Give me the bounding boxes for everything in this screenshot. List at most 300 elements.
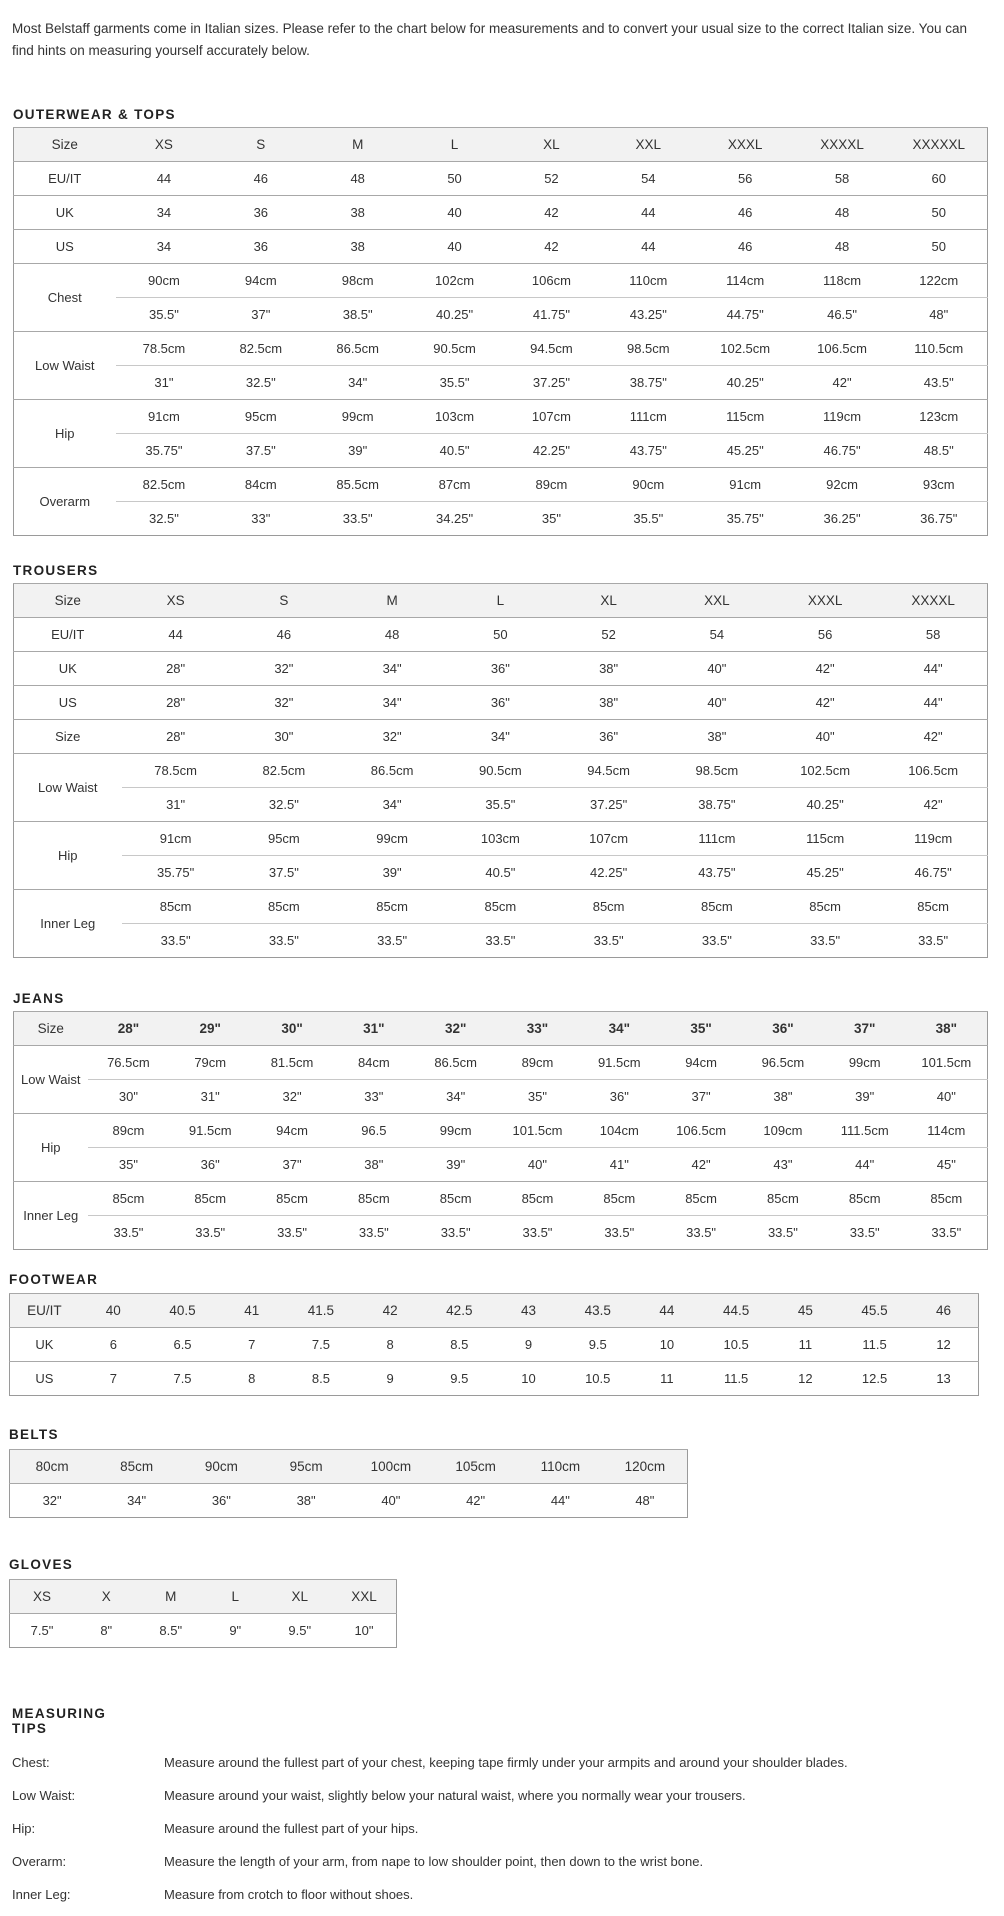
- conversion-row: [14, 230, 988, 264]
- tip-text: Measure around your waist, slightly below your natural waist, where you normally wear your trousers.: [164, 1788, 746, 1803]
- table-cell: 43.5": [891, 366, 988, 400]
- table-cell: 34: [116, 196, 213, 230]
- table-cell: 33.5": [824, 1216, 906, 1250]
- table-cell: 32": [251, 1080, 333, 1114]
- table-cell: 85cm: [742, 1182, 824, 1216]
- row-label: UK: [14, 652, 122, 686]
- table-cell: 96.5: [333, 1114, 415, 1148]
- table-cell: 110.5cm: [891, 332, 988, 366]
- table-cell: 36": [555, 720, 663, 754]
- table-cell: 12: [771, 1362, 840, 1396]
- table-cell: 34": [338, 686, 446, 720]
- table-cell: 42": [660, 1148, 742, 1182]
- table-cell: 44: [122, 618, 230, 652]
- table-cell: 93cm: [891, 468, 988, 502]
- table-cell: 60: [891, 162, 988, 196]
- table-cell: 81.5cm: [251, 1046, 333, 1080]
- gloves-table: [9, 1579, 397, 1648]
- table-cell: 35.75": [697, 502, 794, 536]
- table-cell: 85cm: [497, 1182, 579, 1216]
- table-cell: 33.5": [251, 1216, 333, 1250]
- table-cell: 98.5cm: [663, 754, 771, 788]
- table-cell: 40": [349, 1484, 434, 1518]
- table-cell: 7.5: [148, 1362, 217, 1396]
- table-cell: 44.75": [697, 298, 794, 332]
- table-cell: 42: [503, 196, 600, 230]
- table-cell: 101.5cm: [497, 1114, 579, 1148]
- table-cell: 82.5cm: [230, 754, 338, 788]
- table-cell: 99cm: [309, 400, 406, 434]
- intro-text: Most Belstaff garments come in Italian sizes. Please refer to the chart below for measurements and to convert your usual size to the correct Italian size. You can find hints on measuring yourself accurately below.: [12, 21, 967, 58]
- table-cell: 31": [116, 366, 213, 400]
- trousers-title: TROUSERS: [13, 563, 99, 578]
- tip-label: Overarm:: [12, 1854, 67, 1869]
- table-cell: 85cm: [555, 890, 663, 924]
- table-cell: 12.5: [840, 1362, 909, 1396]
- table-cell: XXL: [332, 1580, 397, 1614]
- table-cell: 90.5cm: [406, 332, 503, 366]
- conversion-row: [14, 196, 988, 230]
- table-cell: 85cm: [879, 890, 987, 924]
- table-cell: 40": [906, 1080, 988, 1114]
- measure-row-inches: [14, 1148, 988, 1182]
- row-label: EU/IT: [14, 162, 116, 196]
- tip-label: Low Waist:: [12, 1788, 76, 1803]
- table-cell: 90cm: [179, 1450, 264, 1484]
- table-cell: 102.5cm: [697, 332, 794, 366]
- size-header-cell: M: [338, 584, 446, 618]
- size-header-cell: XXXL: [771, 584, 879, 618]
- measure-row-cm: [14, 400, 988, 434]
- jeans-table: [13, 1011, 988, 1250]
- gloves-row: [10, 1614, 397, 1648]
- table-cell: 37.5": [212, 434, 309, 468]
- measure-label: Inner Leg: [14, 1182, 88, 1250]
- table-cell: 11: [771, 1328, 840, 1362]
- table-cell: 48: [794, 196, 891, 230]
- table-cell: 38": [555, 652, 663, 686]
- table-cell: 40: [79, 1294, 148, 1328]
- table-cell: 32": [10, 1484, 95, 1518]
- table-cell: 36": [446, 686, 554, 720]
- size-header-cell: XXXXL: [794, 128, 891, 162]
- table-cell: 58: [879, 618, 987, 652]
- table-cell: 34": [94, 1484, 179, 1518]
- table-cell: 32.5": [212, 366, 309, 400]
- table-cell: 43.5: [563, 1294, 632, 1328]
- table-cell: 89cm: [503, 468, 600, 502]
- table-cell: 104cm: [578, 1114, 660, 1148]
- table-cell: 95cm: [212, 400, 309, 434]
- table-cell: 35.75": [116, 434, 213, 468]
- table-cell: 33.5": [879, 924, 987, 958]
- table-cell: 8": [74, 1614, 139, 1648]
- table-cell: 35": [503, 502, 600, 536]
- table-cell: L: [203, 1580, 268, 1614]
- table-cell: 56: [697, 162, 794, 196]
- jeans-title: JEANS: [13, 991, 65, 1006]
- table-cell: 119cm: [879, 822, 987, 856]
- table-cell: 36: [212, 196, 309, 230]
- table-cell: 78.5cm: [122, 754, 230, 788]
- table-cell: 8: [217, 1362, 286, 1396]
- table-cell: 43": [742, 1148, 824, 1182]
- table-cell: 34": [338, 788, 446, 822]
- table-cell: 10": [332, 1614, 397, 1648]
- table-cell: 35.75": [122, 856, 230, 890]
- measure-label: Hip: [14, 1114, 88, 1182]
- tip-label: Chest:: [12, 1755, 50, 1770]
- table-cell: 40.25": [406, 298, 503, 332]
- table-cell: 42: [503, 230, 600, 264]
- table-cell: 90.5cm: [446, 754, 554, 788]
- table-cell: 34.25": [406, 502, 503, 536]
- table-cell: 44: [632, 1294, 701, 1328]
- tip-text: Measure around the fullest part of your hips.: [164, 1821, 419, 1836]
- table-cell: 46.75": [794, 434, 891, 468]
- size-header-cell: L: [446, 584, 554, 618]
- size-header-cell: 32": [415, 1012, 497, 1046]
- table-cell: 85cm: [824, 1182, 906, 1216]
- table-cell: 11.5: [840, 1328, 909, 1362]
- table-cell: 33.5": [771, 924, 879, 958]
- table-cell: 39": [309, 434, 406, 468]
- table-cell: 9: [356, 1362, 425, 1396]
- outerwear-title: OUTERWEAR & TOPS: [13, 107, 176, 122]
- gloves-row: [10, 1580, 397, 1614]
- header-row: [14, 128, 988, 162]
- table-cell: 37": [251, 1148, 333, 1182]
- table-cell: 94cm: [212, 264, 309, 298]
- table-cell: 31": [122, 788, 230, 822]
- table-cell: 84cm: [212, 468, 309, 502]
- table-cell: 7: [79, 1362, 148, 1396]
- table-cell: 8.5: [425, 1328, 494, 1362]
- table-cell: 50: [446, 618, 554, 652]
- table-cell: 118cm: [794, 264, 891, 298]
- table-cell: 37.5": [230, 856, 338, 890]
- table-cell: 46.5": [794, 298, 891, 332]
- table-cell: 58: [794, 162, 891, 196]
- table-cell: 42.25": [503, 434, 600, 468]
- table-cell: 91cm: [697, 468, 794, 502]
- table-cell: 48.5": [891, 434, 988, 468]
- table-cell: 33.5": [338, 924, 446, 958]
- size-header-cell: XXXXL: [879, 584, 987, 618]
- measuring-tips: [12, 1706, 972, 1911]
- table-cell: 33.5": [230, 924, 338, 958]
- table-cell: 33.5": [122, 924, 230, 958]
- table-cell: 99cm: [338, 822, 446, 856]
- table-cell: 34: [116, 230, 213, 264]
- measure-row-inches: [14, 788, 988, 822]
- measure-label: Inner Leg: [14, 890, 122, 958]
- table-cell: 85cm: [578, 1182, 660, 1216]
- table-cell: 41.5: [286, 1294, 355, 1328]
- size-header-cell: XL: [503, 128, 600, 162]
- table-cell: 42": [771, 652, 879, 686]
- table-cell: 9.5: [425, 1362, 494, 1396]
- table-cell: 85cm: [333, 1182, 415, 1216]
- row-label: UK: [10, 1328, 79, 1362]
- table-cell: 36: [212, 230, 309, 264]
- table-cell: 8.5: [286, 1362, 355, 1396]
- table-cell: 86.5cm: [338, 754, 446, 788]
- table-cell: 85cm: [94, 1450, 179, 1484]
- table-cell: 7.5": [10, 1614, 75, 1648]
- table-cell: 90cm: [116, 264, 213, 298]
- table-cell: 8.5": [139, 1614, 204, 1648]
- table-cell: 38": [333, 1148, 415, 1182]
- measure-label: Hip: [14, 822, 122, 890]
- size-header-cell: 34": [578, 1012, 660, 1046]
- table-cell: 6.5: [148, 1328, 217, 1362]
- table-cell: 34": [446, 720, 554, 754]
- table-cell: 33.5": [415, 1216, 497, 1250]
- footwear-row: [10, 1328, 979, 1362]
- measure-label: Overarm: [14, 468, 116, 536]
- table-cell: 37.25": [503, 366, 600, 400]
- table-cell: 9.5: [563, 1328, 632, 1362]
- table-cell: 48": [891, 298, 988, 332]
- table-cell: 11.5: [702, 1362, 771, 1396]
- table-cell: 33.5": [446, 924, 554, 958]
- table-cell: 36.25": [794, 502, 891, 536]
- table-cell: 38": [264, 1484, 349, 1518]
- table-cell: 106.5cm: [879, 754, 987, 788]
- table-cell: 54: [663, 618, 771, 652]
- table-cell: 7: [217, 1328, 286, 1362]
- table-cell: 35": [88, 1148, 170, 1182]
- table-cell: 40.5": [406, 434, 503, 468]
- table-cell: 34": [309, 366, 406, 400]
- table-cell: 105cm: [433, 1450, 518, 1484]
- table-cell: 85cm: [906, 1182, 988, 1216]
- size-header-cell: 36": [742, 1012, 824, 1046]
- table-cell: 28": [122, 652, 230, 686]
- table-cell: 43.75": [600, 434, 697, 468]
- size-header-cell: 37": [824, 1012, 906, 1046]
- table-cell: 10: [494, 1362, 563, 1396]
- table-cell: 30": [88, 1080, 170, 1114]
- table-cell: 33.5": [333, 1216, 415, 1250]
- table-cell: 40: [406, 196, 503, 230]
- table-cell: 40.25": [697, 366, 794, 400]
- table-cell: 37": [212, 298, 309, 332]
- measure-label: Low Waist: [14, 754, 122, 822]
- header-row: [14, 1012, 988, 1046]
- table-cell: 106.5cm: [660, 1114, 742, 1148]
- size-header-cell: S: [212, 128, 309, 162]
- table-cell: 106.5cm: [794, 332, 891, 366]
- table-cell: 46.75": [879, 856, 987, 890]
- table-cell: 43.75": [663, 856, 771, 890]
- table-cell: 38": [555, 686, 663, 720]
- table-cell: 85.5cm: [309, 468, 406, 502]
- table-cell: 92cm: [794, 468, 891, 502]
- table-cell: 44: [600, 230, 697, 264]
- table-cell: 32.5": [230, 788, 338, 822]
- table-cell: 44": [518, 1484, 603, 1518]
- table-cell: 44": [879, 686, 987, 720]
- table-cell: 43: [494, 1294, 563, 1328]
- size-header-cell: XL: [555, 584, 663, 618]
- table-cell: 44": [879, 652, 987, 686]
- measure-row-cm: [14, 754, 988, 788]
- measure-row-cm: [14, 890, 988, 924]
- measure-row-cm: [14, 822, 988, 856]
- table-cell: 28": [122, 720, 230, 754]
- table-cell: 35.5": [406, 366, 503, 400]
- table-cell: 32": [230, 652, 338, 686]
- table-cell: 32": [338, 720, 446, 754]
- table-cell: 48": [603, 1484, 688, 1518]
- table-cell: 9": [203, 1614, 268, 1648]
- table-cell: 85cm: [446, 890, 554, 924]
- conversion-row: [14, 618, 988, 652]
- table-cell: 9: [494, 1328, 563, 1362]
- table-cell: 6: [79, 1328, 148, 1362]
- table-cell: 48: [338, 618, 446, 652]
- table-cell: 52: [503, 162, 600, 196]
- table-cell: 40.5": [446, 856, 554, 890]
- size-header-cell: 38": [906, 1012, 988, 1046]
- table-cell: 85cm: [660, 1182, 742, 1216]
- table-cell: 40: [406, 230, 503, 264]
- belts-title: BELTS: [9, 1427, 59, 1442]
- table-cell: 42": [879, 788, 987, 822]
- table-cell: 32": [230, 686, 338, 720]
- tip-row: [12, 1812, 972, 1845]
- table-cell: 33.5": [309, 502, 406, 536]
- table-cell: 44.5: [702, 1294, 771, 1328]
- table-cell: 44: [116, 162, 213, 196]
- table-cell: 56: [771, 618, 879, 652]
- table-cell: 35.5": [446, 788, 554, 822]
- table-cell: 7.5: [286, 1328, 355, 1362]
- measure-row-inches: [14, 1080, 988, 1114]
- table-cell: 33.5": [578, 1216, 660, 1250]
- row-label: US: [14, 230, 116, 264]
- footwear-row: [10, 1362, 979, 1396]
- table-cell: 33.5": [660, 1216, 742, 1250]
- table-cell: 46: [230, 618, 338, 652]
- table-cell: 91cm: [122, 822, 230, 856]
- table-cell: 10.5: [702, 1328, 771, 1362]
- table-cell: 33.5": [497, 1216, 579, 1250]
- table-cell: 94cm: [660, 1046, 742, 1080]
- table-cell: 79cm: [169, 1046, 251, 1080]
- table-cell: 99cm: [415, 1114, 497, 1148]
- table-cell: 50: [406, 162, 503, 196]
- table-cell: 91.5cm: [169, 1114, 251, 1148]
- measure-row-inches: [14, 1216, 988, 1250]
- table-cell: 42: [356, 1294, 425, 1328]
- table-cell: 33": [333, 1080, 415, 1114]
- table-cell: 98.5cm: [600, 332, 697, 366]
- table-cell: 109cm: [742, 1114, 824, 1148]
- table-cell: 36": [169, 1148, 251, 1182]
- table-cell: 111cm: [600, 400, 697, 434]
- table-cell: 42.5: [425, 1294, 494, 1328]
- tip-row: [12, 1779, 972, 1812]
- table-cell: X: [74, 1580, 139, 1614]
- table-cell: 103cm: [446, 822, 554, 856]
- table-cell: 10: [632, 1328, 701, 1362]
- table-cell: 89cm: [88, 1114, 170, 1148]
- table-cell: 37": [660, 1080, 742, 1114]
- gloves-title: GLOVES: [9, 1557, 74, 1572]
- table-cell: 35.5": [600, 502, 697, 536]
- trousers-table: [13, 583, 988, 958]
- table-cell: 82.5cm: [212, 332, 309, 366]
- tips-list: [12, 1746, 972, 1911]
- table-cell: 34": [338, 652, 446, 686]
- table-cell: 76.5cm: [88, 1046, 170, 1080]
- table-cell: 54: [600, 162, 697, 196]
- table-cell: 85cm: [169, 1182, 251, 1216]
- table-cell: 9.5": [268, 1614, 333, 1648]
- tip-label: Inner Leg:: [12, 1887, 71, 1902]
- table-cell: 110cm: [518, 1450, 603, 1484]
- table-cell: 33.5": [88, 1216, 170, 1250]
- size-header-cell: 30": [251, 1012, 333, 1046]
- table-cell: 41: [217, 1294, 286, 1328]
- table-cell: 45": [906, 1148, 988, 1182]
- table-cell: XS: [10, 1580, 75, 1614]
- table-cell: 13: [909, 1362, 978, 1396]
- table-cell: 33.5": [906, 1216, 988, 1250]
- table-cell: 90cm: [600, 468, 697, 502]
- conversion-row: [14, 162, 988, 196]
- table-cell: 48: [309, 162, 406, 196]
- conversion-row: [14, 686, 988, 720]
- table-cell: 11: [632, 1362, 701, 1396]
- measure-row-cm: [14, 468, 988, 502]
- table-cell: 36": [578, 1080, 660, 1114]
- size-header-cell: 28": [88, 1012, 170, 1046]
- conversion-row: [14, 720, 988, 754]
- table-cell: XL: [268, 1580, 333, 1614]
- size-header-cell: 29": [169, 1012, 251, 1046]
- table-cell: 38": [663, 720, 771, 754]
- table-cell: 42.25": [555, 856, 663, 890]
- table-cell: 94.5cm: [555, 754, 663, 788]
- tip-row: [12, 1878, 972, 1911]
- outerwear-table: [13, 127, 988, 536]
- table-cell: 107cm: [503, 400, 600, 434]
- table-cell: 37.25": [555, 788, 663, 822]
- table-cell: 39": [824, 1080, 906, 1114]
- measure-row-inches: [14, 502, 988, 536]
- measure-row-inches: [14, 856, 988, 890]
- table-cell: 33.5": [663, 924, 771, 958]
- table-cell: 123cm: [891, 400, 988, 434]
- table-cell: 33.5": [555, 924, 663, 958]
- size-header-cell: XXL: [663, 584, 771, 618]
- table-cell: 87cm: [406, 468, 503, 502]
- tip-text: Measure the length of your arm, from nape to low shoulder point, then down to the wrist bone.: [164, 1854, 704, 1869]
- table-cell: 85cm: [230, 890, 338, 924]
- size-header-cell: XXXL: [697, 128, 794, 162]
- table-cell: 42": [879, 720, 987, 754]
- table-cell: 95cm: [264, 1450, 349, 1484]
- tip-row: [12, 1746, 972, 1779]
- conversion-row: [14, 652, 988, 686]
- row-label: UK: [14, 196, 116, 230]
- measure-label: Low Waist: [14, 1046, 88, 1114]
- table-cell: 96.5cm: [742, 1046, 824, 1080]
